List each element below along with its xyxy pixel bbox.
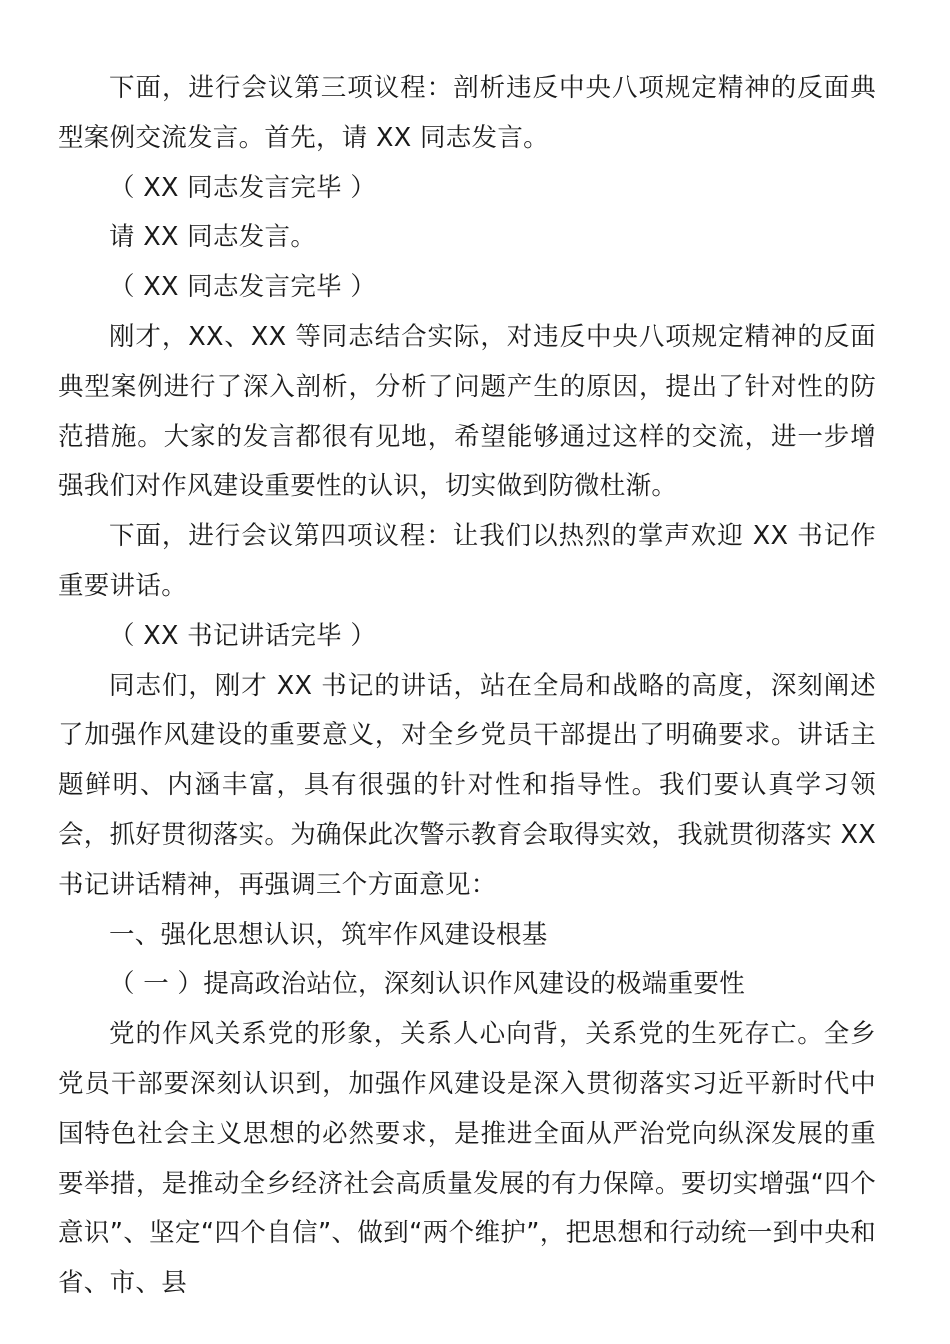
subsection-heading-one: （ 一 ）提高政治站位，深刻认识作风建设的极端重要性 (109, 969, 746, 1000)
paragraph-agenda-three: 下面，进行会议第三项议程：剖析违反中央八项规定精神的反面典型案例交流发言。首先，请 XX 同志发言。 (58, 73, 876, 153)
paragraph-party-style: 党的作风关系党的形象，关系人心向背，关系党的生死存亡。全乡党员干部要深刻认识到，加强作风建设是深入贯彻落实习近平新时代中国特色社会主义思想的必然要求，是推进全面从严治党向纵深发展的重要举措，是推动全乡经济社会高质量发展的有力保障。要切实增强“四个意识”、坚定“四个自信”、做到“两个维护”，把思想和行动统一到中央和省、市、县 (58, 1019, 876, 1299)
paragraph-invite-speaker: 请 XX 同志发言。 (109, 222, 317, 253)
paragraph-secretary-done: （ XX 书记讲话完毕 ） (109, 620, 377, 651)
paragraph-comrades: 同志们，刚才 XX 书记的讲话，站在全局和战略的高度，深刻阐述了加强作风建设的重要意义，对全乡党员干部提出了明确要求。讲话主题鲜明、内涵丰富，具有很强的针对性和指导性。我们要认真学习领会，抓好贯彻落实。为确保此次警示教育会取得实效，我就贯彻落实 XX 书记讲话精神，再强调三个方面意见： (58, 670, 876, 900)
paragraph-speech-done-1: （ XX 同志发言完毕 ） (109, 172, 377, 203)
paragraph-agenda-four: 下面，进行会议第四项议程：让我们以热烈的掌声欢迎 XX 书记作重要讲话。 (58, 521, 876, 601)
section-heading-one: 一、强化思想认识，筑牢作风建设根基 (109, 919, 548, 950)
paragraph-summary: 刚才，XX、XX 等同志结合实际，对违反中央八项规定精神的反面典型案例进行了深入剖析，分析了问题产生的原因，提出了针对性的防范措施。大家的发言都很有见地，希望能够通过这样的交流，进一步增强我们对作风建设重要性的认识，切实做到防微杜渐。 (58, 321, 876, 502)
paragraph-speech-done-2: （ XX 同志发言完毕 ） (109, 272, 377, 303)
